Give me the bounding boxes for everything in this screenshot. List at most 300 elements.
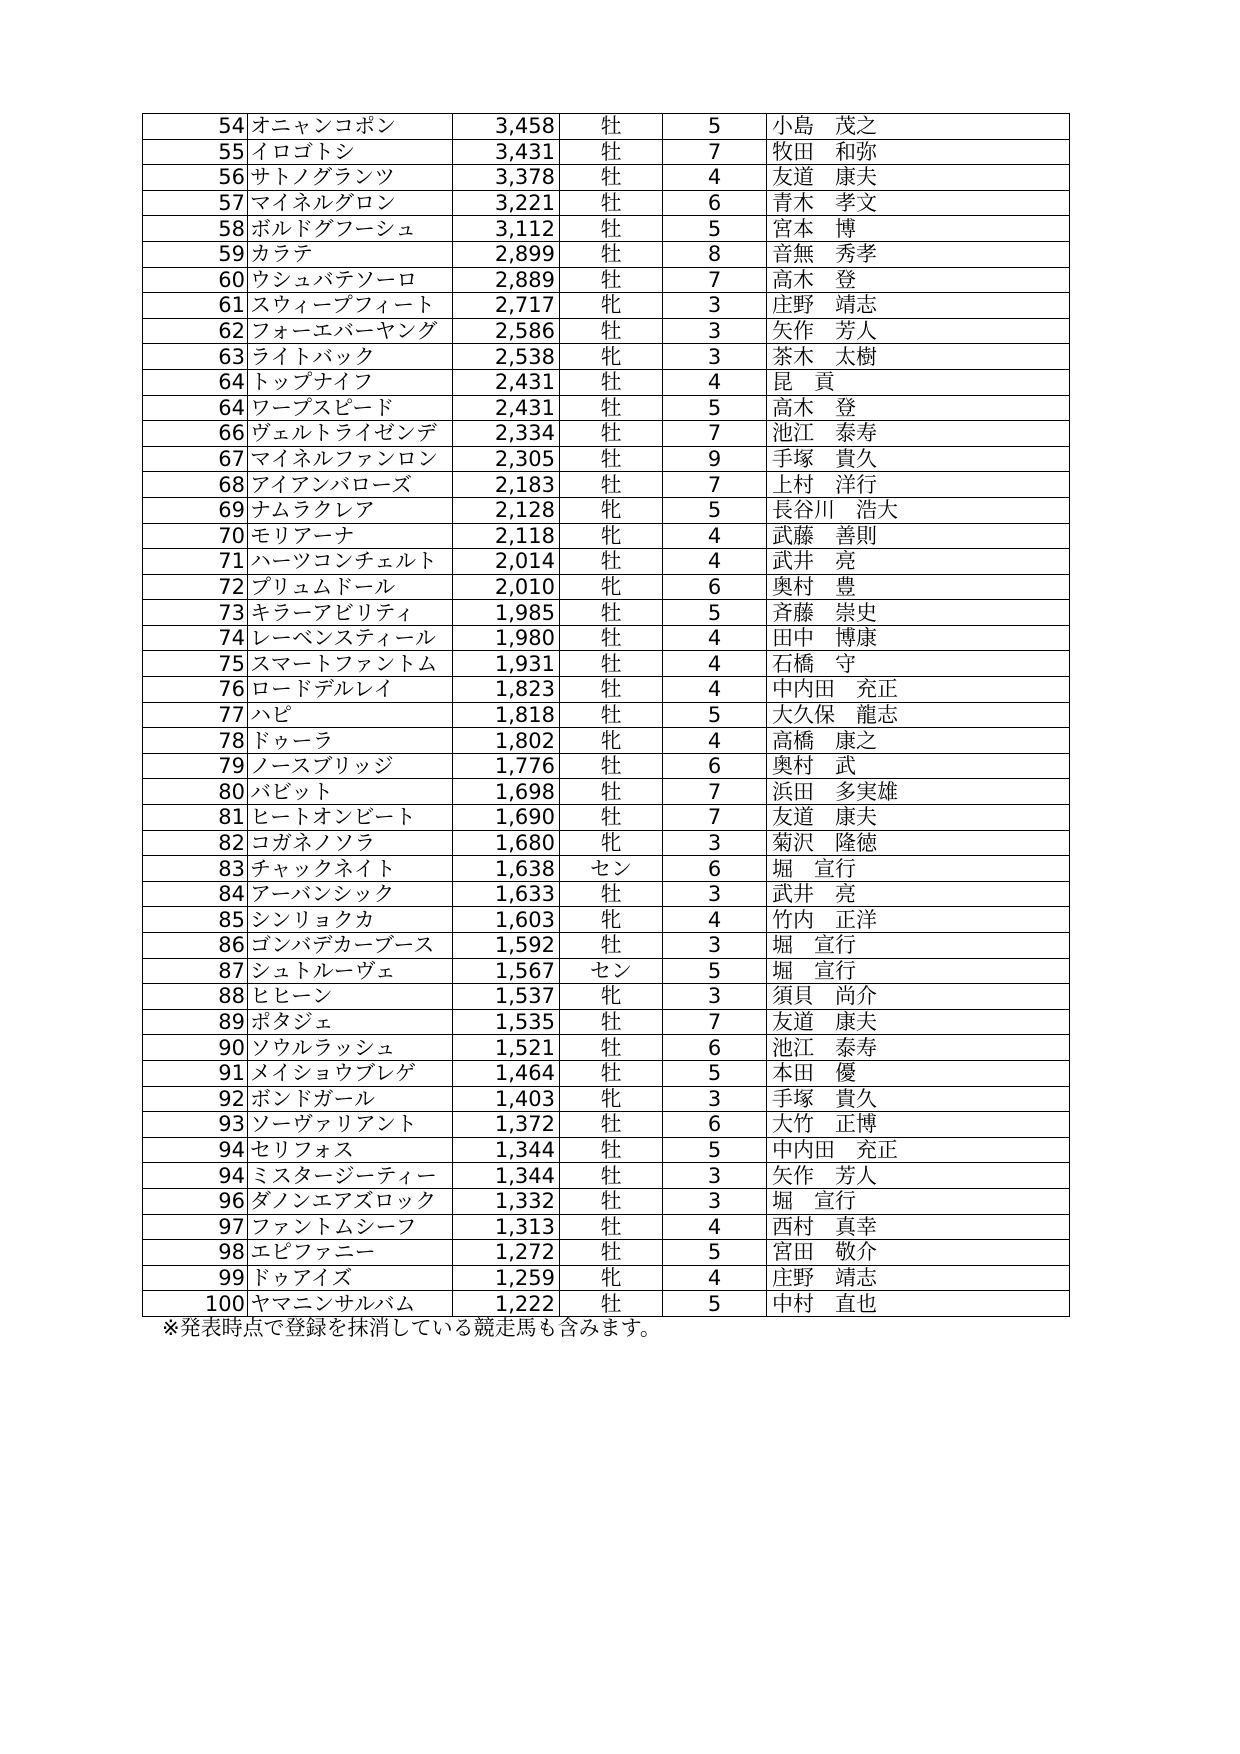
table-row	[143, 805, 1070, 831]
rank-cell: 77	[143, 702, 248, 728]
prize-money-cell: 3,112	[453, 216, 560, 242]
prize-money-cell: 1,222	[453, 1291, 560, 1317]
rank-cell: 78	[143, 728, 248, 754]
ranking-table-body	[143, 114, 1070, 1317]
horse-name-cell: マイネルグロン	[248, 190, 453, 216]
horse-name-cell: ヴェルトライゼンデ	[248, 421, 453, 447]
trainer-cell: 友道 康夫	[767, 165, 1070, 191]
trainer-cell: 庄野 靖志	[767, 293, 1070, 319]
age-cell: 7	[663, 421, 767, 447]
rank-cell: 58	[143, 216, 248, 242]
prize-money-cell: 1,638	[453, 856, 560, 882]
sex-cell: 牡	[560, 1060, 663, 1086]
table-row	[143, 293, 1070, 319]
prize-money-cell: 3,221	[453, 190, 560, 216]
horse-name-cell: スウィープフィート	[248, 293, 453, 319]
horse-name-cell: アイアンバローズ	[248, 472, 453, 498]
prize-money-cell: 1,633	[453, 881, 560, 907]
sex-cell: 牡	[560, 114, 663, 140]
trainer-cell: 昆 貢	[767, 369, 1070, 395]
table-row	[143, 190, 1070, 216]
horse-name-cell: キラーアビリティ	[248, 600, 453, 626]
age-cell: 5	[663, 114, 767, 140]
table-row	[143, 1163, 1070, 1189]
age-cell: 7	[663, 779, 767, 805]
age-cell: 5	[663, 395, 767, 421]
prize-money-cell: 2,334	[453, 421, 560, 447]
footnote: ※発表時点で登録を抹消している競走馬も含みます。	[162, 1316, 661, 1340]
table-row	[143, 625, 1070, 651]
rank-cell: 59	[143, 241, 248, 267]
sex-cell: 牝	[560, 907, 663, 933]
trainer-cell: 須貝 尚介	[767, 984, 1070, 1010]
horse-name-cell: ミスタージーティー	[248, 1163, 453, 1189]
table-row	[143, 958, 1070, 984]
rank-cell: 99	[143, 1265, 248, 1291]
age-cell: 7	[663, 472, 767, 498]
age-cell: 4	[663, 1265, 767, 1291]
trainer-cell: 武藤 善則	[767, 523, 1070, 549]
sex-cell: 牡	[560, 549, 663, 575]
age-cell: 3	[663, 293, 767, 319]
age-cell: 5	[663, 600, 767, 626]
prize-money-cell: 1,592	[453, 933, 560, 959]
sex-cell: 牝	[560, 1265, 663, 1291]
rank-cell: 84	[143, 881, 248, 907]
prize-money-cell: 2,586	[453, 318, 560, 344]
trainer-cell: 斉藤 崇史	[767, 600, 1070, 626]
sex-cell: 牡	[560, 241, 663, 267]
horse-name-cell: ハーツコンチェルト	[248, 549, 453, 575]
horse-name-cell: ナムラクレア	[248, 497, 453, 523]
table-row	[143, 830, 1070, 856]
age-cell: 8	[663, 241, 767, 267]
prize-money-cell: 3,458	[453, 114, 560, 140]
horse-name-cell: ドゥーラ	[248, 728, 453, 754]
sex-cell: 牡	[560, 1188, 663, 1214]
trainer-cell: 浜田 多実雄	[767, 779, 1070, 805]
age-cell: 7	[663, 267, 767, 293]
horse-name-cell: セリフォス	[248, 1137, 453, 1163]
sex-cell: 牝	[560, 830, 663, 856]
horse-name-cell: ソウルラッシュ	[248, 1035, 453, 1061]
age-cell: 3	[663, 1163, 767, 1189]
rank-cell: 91	[143, 1060, 248, 1086]
rank-cell: 90	[143, 1035, 248, 1061]
rank-cell: 62	[143, 318, 248, 344]
age-cell: 4	[663, 523, 767, 549]
sex-cell: 牡	[560, 139, 663, 165]
prize-money-cell: 1,818	[453, 702, 560, 728]
table-row	[143, 1009, 1070, 1035]
trainer-cell: 武井 亮	[767, 549, 1070, 575]
table-row	[143, 318, 1070, 344]
rank-cell: 88	[143, 984, 248, 1010]
trainer-cell: 友道 康夫	[767, 1009, 1070, 1035]
prize-money-cell: 1,464	[453, 1060, 560, 1086]
age-cell: 5	[663, 1137, 767, 1163]
trainer-cell: 大竹 正博	[767, 1112, 1070, 1138]
prize-money-cell: 1,521	[453, 1035, 560, 1061]
prize-money-cell: 2,010	[453, 574, 560, 600]
prize-money-cell: 1,537	[453, 984, 560, 1010]
trainer-cell: 奥村 武	[767, 753, 1070, 779]
prize-money-cell: 1,313	[453, 1214, 560, 1240]
rank-cell: 85	[143, 907, 248, 933]
table-row	[143, 1188, 1070, 1214]
trainer-cell: 石橋 守	[767, 651, 1070, 677]
table-row	[143, 1137, 1070, 1163]
horse-name-cell: マイネルファンロン	[248, 446, 453, 472]
sex-cell: 牡	[560, 933, 663, 959]
table-row	[143, 421, 1070, 447]
sex-cell: 牡	[560, 395, 663, 421]
age-cell: 3	[663, 830, 767, 856]
sex-cell: 牡	[560, 472, 663, 498]
table-row	[143, 651, 1070, 677]
horse-name-cell: チャックネイト	[248, 856, 453, 882]
prize-money-cell: 1,344	[453, 1137, 560, 1163]
sex-cell: 牡	[560, 190, 663, 216]
trainer-cell: 手塚 貴久	[767, 1086, 1070, 1112]
prize-money-cell: 2,305	[453, 446, 560, 472]
age-cell: 4	[663, 369, 767, 395]
sex-cell: 牡	[560, 446, 663, 472]
sex-cell: 牝	[560, 344, 663, 370]
sex-cell: 牡	[560, 1112, 663, 1138]
sex-cell: 牡	[560, 1240, 663, 1266]
rank-cell: 80	[143, 779, 248, 805]
prize-money-cell: 1,776	[453, 753, 560, 779]
table-row	[143, 1060, 1070, 1086]
rank-cell: 94	[143, 1163, 248, 1189]
sex-cell: 牡	[560, 318, 663, 344]
horse-name-cell: フォーエバーヤング	[248, 318, 453, 344]
table-row	[143, 344, 1070, 370]
sex-cell: 牡	[560, 600, 663, 626]
sex-cell: 牡	[560, 677, 663, 703]
trainer-cell: 青木 孝文	[767, 190, 1070, 216]
age-cell: 7	[663, 805, 767, 831]
trainer-cell: 池江 泰寿	[767, 1035, 1070, 1061]
sex-cell: 牝	[560, 728, 663, 754]
rank-cell: 55	[143, 139, 248, 165]
prize-money-cell: 1,272	[453, 1240, 560, 1266]
sex-cell: 牡	[560, 651, 663, 677]
rank-cell: 81	[143, 805, 248, 831]
age-cell: 6	[663, 190, 767, 216]
sex-cell: 牡	[560, 1291, 663, 1317]
prize-money-cell: 1,603	[453, 907, 560, 933]
sex-cell: 牡	[560, 1035, 663, 1061]
trainer-cell: 田中 博康	[767, 625, 1070, 651]
horse-name-cell: カラテ	[248, 241, 453, 267]
sex-cell: 牡	[560, 369, 663, 395]
table-row	[143, 216, 1070, 242]
age-cell: 4	[663, 728, 767, 754]
rank-cell: 89	[143, 1009, 248, 1035]
horse-name-cell: トップナイフ	[248, 369, 453, 395]
trainer-cell: 長谷川 浩大	[767, 497, 1070, 523]
trainer-cell: 中内田 充正	[767, 1137, 1070, 1163]
prize-money-cell: 1,698	[453, 779, 560, 805]
table-row	[143, 241, 1070, 267]
table-row	[143, 702, 1070, 728]
table-row	[143, 753, 1070, 779]
trainer-cell: 堀 宣行	[767, 933, 1070, 959]
trainer-cell: 堀 宣行	[767, 1188, 1070, 1214]
trainer-cell: 大久保 龍志	[767, 702, 1070, 728]
rank-cell: 97	[143, 1214, 248, 1240]
horse-name-cell: サトノグランツ	[248, 165, 453, 191]
age-cell: 5	[663, 958, 767, 984]
prize-money-cell: 2,014	[453, 549, 560, 575]
sex-cell: セン	[560, 856, 663, 882]
table-row	[143, 574, 1070, 600]
table-row	[143, 1214, 1070, 1240]
rank-cell: 68	[143, 472, 248, 498]
rank-cell: 60	[143, 267, 248, 293]
horse-name-cell: ダノンエアズロック	[248, 1188, 453, 1214]
rank-cell: 86	[143, 933, 248, 959]
age-cell: 6	[663, 1035, 767, 1061]
rank-cell: 64	[143, 369, 248, 395]
prize-money-cell: 1,931	[453, 651, 560, 677]
trainer-cell: 池江 泰寿	[767, 421, 1070, 447]
rank-cell: 73	[143, 600, 248, 626]
sex-cell: 牝	[560, 497, 663, 523]
age-cell: 4	[663, 549, 767, 575]
horse-name-cell: プリュムドール	[248, 574, 453, 600]
rank-cell: 64	[143, 395, 248, 421]
prize-money-cell: 2,899	[453, 241, 560, 267]
horse-name-cell: オニャンコポン	[248, 114, 453, 140]
age-cell: 5	[663, 497, 767, 523]
trainer-cell: 中村 直也	[767, 1291, 1070, 1317]
prize-money-cell: 2,183	[453, 472, 560, 498]
trainer-cell: 手塚 貴久	[767, 446, 1070, 472]
rank-cell: 56	[143, 165, 248, 191]
sex-cell: 牡	[560, 1214, 663, 1240]
prize-money-cell: 1,259	[453, 1265, 560, 1291]
horse-name-cell: モリアーナ	[248, 523, 453, 549]
rank-cell: 76	[143, 677, 248, 703]
age-cell: 6	[663, 1112, 767, 1138]
horse-name-cell: イロゴトシ	[248, 139, 453, 165]
trainer-cell: 本田 優	[767, 1060, 1070, 1086]
trainer-cell: 竹内 正洋	[767, 907, 1070, 933]
horse-name-cell: ソーヴァリアント	[248, 1112, 453, 1138]
sex-cell: 牡	[560, 421, 663, 447]
age-cell: 3	[663, 984, 767, 1010]
rank-cell: 74	[143, 625, 248, 651]
rank-cell: 75	[143, 651, 248, 677]
horse-name-cell: ハピ	[248, 702, 453, 728]
trainer-cell: 武井 亮	[767, 881, 1070, 907]
rank-cell: 57	[143, 190, 248, 216]
age-cell: 7	[663, 1009, 767, 1035]
sex-cell: 牡	[560, 805, 663, 831]
trainer-cell: 中内田 充正	[767, 677, 1070, 703]
horse-name-cell: バビット	[248, 779, 453, 805]
horse-name-cell: ボンドガール	[248, 1086, 453, 1112]
sex-cell: 牝	[560, 984, 663, 1010]
age-cell: 4	[663, 1214, 767, 1240]
horse-name-cell: ヒートオンビート	[248, 805, 453, 831]
trainer-cell: 庄野 靖志	[767, 1265, 1070, 1291]
prize-money-cell: 2,538	[453, 344, 560, 370]
trainer-cell: 矢作 芳人	[767, 318, 1070, 344]
rank-cell: 63	[143, 344, 248, 370]
trainer-cell: 茶木 太樹	[767, 344, 1070, 370]
horse-name-cell: ロードデルレイ	[248, 677, 453, 703]
prize-money-cell: 2,118	[453, 523, 560, 549]
prize-money-cell: 2,431	[453, 369, 560, 395]
table-row	[143, 856, 1070, 882]
table-row	[143, 984, 1070, 1010]
sex-cell: セン	[560, 958, 663, 984]
table-row	[143, 600, 1070, 626]
horse-name-cell: ゴンバデカーブース	[248, 933, 453, 959]
age-cell: 6	[663, 753, 767, 779]
table-row	[143, 1112, 1070, 1138]
prize-money-cell: 1,372	[453, 1112, 560, 1138]
horse-name-cell: ワープスピード	[248, 395, 453, 421]
rank-cell: 92	[143, 1086, 248, 1112]
table-row	[143, 523, 1070, 549]
prize-money-cell: 1,567	[453, 958, 560, 984]
prize-money-cell: 1,690	[453, 805, 560, 831]
table-row	[143, 395, 1070, 421]
sex-cell: 牝	[560, 293, 663, 319]
age-cell: 3	[663, 881, 767, 907]
sex-cell: 牡	[560, 779, 663, 805]
age-cell: 4	[663, 907, 767, 933]
prize-money-cell: 1,680	[453, 830, 560, 856]
sex-cell: 牝	[560, 574, 663, 600]
rank-cell: 98	[143, 1240, 248, 1266]
age-cell: 5	[663, 702, 767, 728]
sex-cell: 牡	[560, 1009, 663, 1035]
sex-cell: 牡	[560, 702, 663, 728]
horse-name-cell: ライトバック	[248, 344, 453, 370]
horse-name-cell: ボルドグフーシュ	[248, 216, 453, 242]
table-row	[143, 1035, 1070, 1061]
age-cell: 5	[663, 1240, 767, 1266]
rank-cell: 100	[143, 1291, 248, 1317]
rank-cell: 82	[143, 830, 248, 856]
prize-money-cell: 1,535	[453, 1009, 560, 1035]
prize-money-cell: 3,431	[453, 139, 560, 165]
age-cell: 6	[663, 574, 767, 600]
horse-name-cell: ファントムシーフ	[248, 1214, 453, 1240]
table-row	[143, 907, 1070, 933]
horse-name-cell: アーバンシック	[248, 881, 453, 907]
table-row	[143, 114, 1070, 140]
trainer-cell: 奥村 豊	[767, 574, 1070, 600]
horse-name-cell: コガネノソラ	[248, 830, 453, 856]
age-cell: 7	[663, 139, 767, 165]
table-row	[143, 1086, 1070, 1112]
age-cell: 4	[663, 165, 767, 191]
sex-cell: 牝	[560, 1086, 663, 1112]
table-row	[143, 677, 1070, 703]
age-cell: 4	[663, 625, 767, 651]
rank-cell: 69	[143, 497, 248, 523]
prize-money-cell: 1,980	[453, 625, 560, 651]
rank-cell: 66	[143, 421, 248, 447]
rank-cell: 71	[143, 549, 248, 575]
horse-name-cell: ポタジェ	[248, 1009, 453, 1035]
trainer-cell: 矢作 芳人	[767, 1163, 1070, 1189]
prize-money-cell: 1,823	[453, 677, 560, 703]
table-row	[143, 165, 1070, 191]
rank-cell: 61	[143, 293, 248, 319]
sex-cell: 牡	[560, 267, 663, 293]
prize-money-cell: 2,889	[453, 267, 560, 293]
table-row	[143, 446, 1070, 472]
prize-money-cell: 2,717	[453, 293, 560, 319]
rank-cell: 93	[143, 1112, 248, 1138]
rank-cell: 96	[143, 1188, 248, 1214]
horse-name-cell: レーベンスティール	[248, 625, 453, 651]
age-cell: 5	[663, 1291, 767, 1317]
prize-money-cell: 1,344	[453, 1163, 560, 1189]
horse-name-cell: ドゥアイズ	[248, 1265, 453, 1291]
horse-name-cell: ウシュバテソーロ	[248, 267, 453, 293]
trainer-cell: 高木 登	[767, 395, 1070, 421]
age-cell: 3	[663, 1188, 767, 1214]
sex-cell: 牡	[560, 165, 663, 191]
trainer-cell: 音無 秀孝	[767, 241, 1070, 267]
rank-cell: 87	[143, 958, 248, 984]
rank-cell: 83	[143, 856, 248, 882]
age-cell: 3	[663, 318, 767, 344]
horse-name-cell: ヤマニンサルバム	[248, 1291, 453, 1317]
trainer-cell: 牧田 和弥	[767, 139, 1070, 165]
trainer-cell: 堀 宣行	[767, 856, 1070, 882]
age-cell: 3	[663, 344, 767, 370]
rank-cell: 79	[143, 753, 248, 779]
table-row	[143, 139, 1070, 165]
age-cell: 3	[663, 1086, 767, 1112]
trainer-cell: 宮田 敬介	[767, 1240, 1070, 1266]
trainer-cell: 小島 茂之	[767, 114, 1070, 140]
table-row	[143, 369, 1070, 395]
prize-money-cell: 1,332	[453, 1188, 560, 1214]
table-row	[143, 549, 1070, 575]
table-row	[143, 1240, 1070, 1266]
table-row	[143, 728, 1070, 754]
trainer-cell: 友道 康夫	[767, 805, 1070, 831]
trainer-cell: 宮本 博	[767, 216, 1070, 242]
sex-cell: 牝	[560, 523, 663, 549]
sex-cell: 牡	[560, 753, 663, 779]
rank-cell: 94	[143, 1137, 248, 1163]
prize-money-cell: 2,128	[453, 497, 560, 523]
prize-money-cell: 1,802	[453, 728, 560, 754]
table-row	[143, 779, 1070, 805]
age-cell: 4	[663, 677, 767, 703]
horse-name-cell: スマートファントム	[248, 651, 453, 677]
table-row	[143, 1265, 1070, 1291]
table-row	[143, 472, 1070, 498]
prize-money-cell: 3,378	[453, 165, 560, 191]
horse-name-cell: メイショウブレゲ	[248, 1060, 453, 1086]
horse-name-cell: シンリョクカ	[248, 907, 453, 933]
horse-name-cell: ノースブリッジ	[248, 753, 453, 779]
table-row	[143, 881, 1070, 907]
